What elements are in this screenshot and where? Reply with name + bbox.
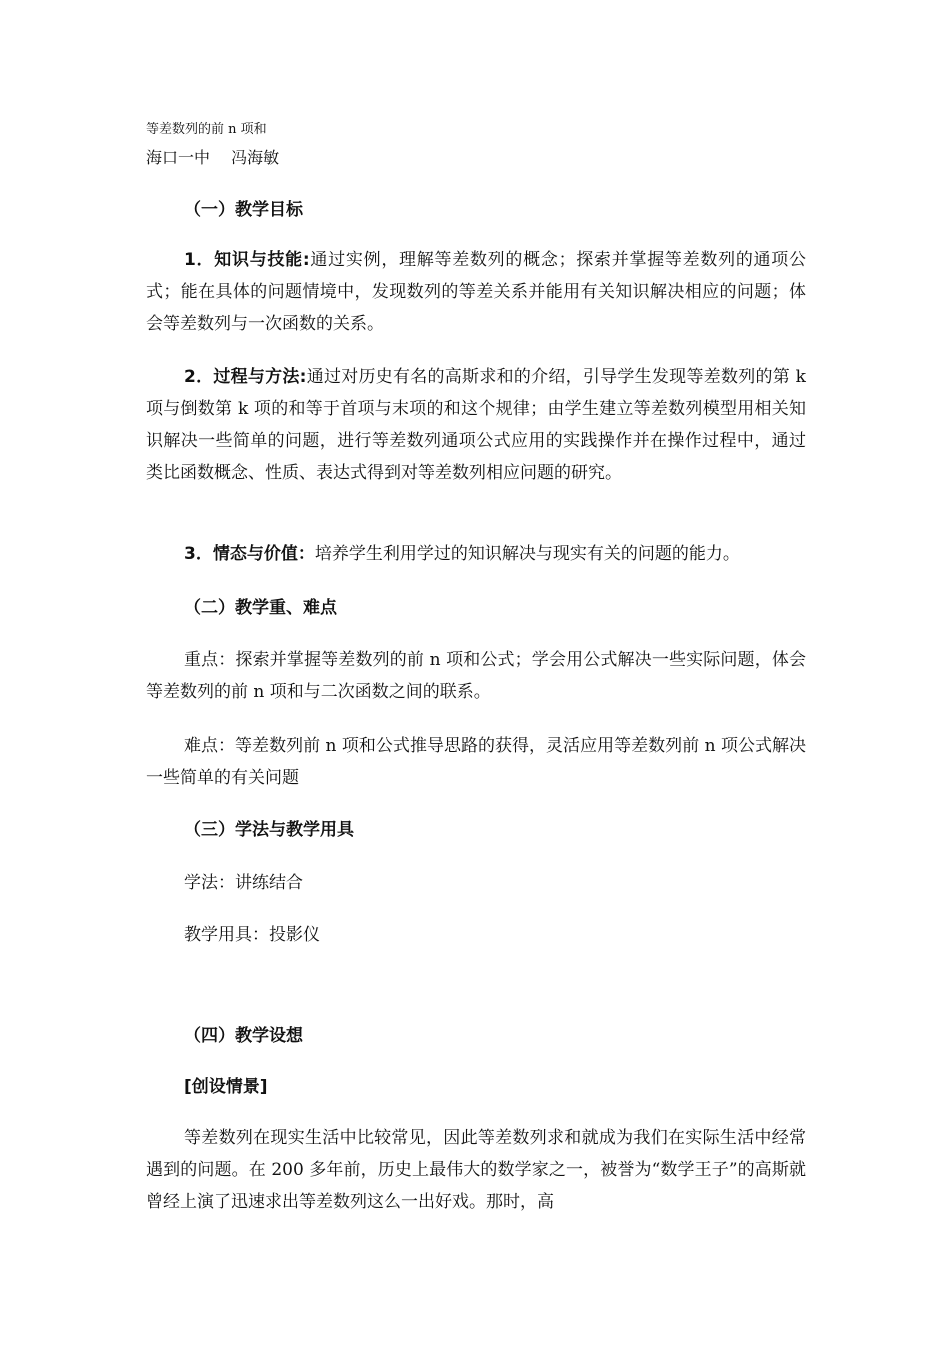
objective-process-paragraph	[146, 361, 806, 489]
objective-knowledge-label: 1．知识与技能:	[184, 250, 310, 270]
section-heading-objectives: （一）教学目标	[184, 200, 303, 220]
scenario-paragraph: 等差数列在现实生活中比较常见，因此等差数列求和就成为我们在实际生活中经常遇到的问题。在 200 多年前，历史上最伟大的数学家之一，被誉为“数学王子”的高斯就曾经上演了迅速求出等差数列这么一出好戏。那时，高	[146, 1128, 806, 1212]
objective-knowledge-text: 通过实例，理解等差数列的概念；探索并掌握等差数列的通项公式；能在具体的问题情境中，发现数列的等差关系并能用有关知识解决相应的问题；体会等差数列与一次函数的关系。	[146, 250, 806, 334]
section-heading-key-points: （二）教学重、难点	[184, 598, 337, 618]
objective-knowledge-paragraph	[146, 244, 806, 340]
objective-process-text: 通过对历史有名的高斯求和的介绍，引导学生发现等差数列的第 k 项与倒数第 k 项的和等于首项与末项的和这个规律；由学生建立等差数列模型用相关知识解决一些简单的问题，进行等差数列通项公式应用的实践操作并在操作过程中，通过类比函数概念、性质、表达式得到对等差数列相应问题的研究。	[146, 367, 806, 483]
teaching-tools: 教学用具：投影仪	[184, 925, 320, 945]
key-point-paragraph: 重点：探索并掌握等差数列的前 n 项和公式；学会用公式解决一些实际问题，体会等差数列的前 n 项和与二次函数之间的联系。	[146, 650, 806, 702]
section-heading-design: （四）教学设想	[184, 1026, 303, 1046]
objective-process-label: 2．过程与方法:	[184, 367, 307, 387]
section-heading-methods-tools: （三）学法与教学用具	[184, 820, 354, 840]
document-title: 等差数列的前 n 项和	[146, 122, 267, 137]
learning-method: 学法：讲练结合	[184, 873, 303, 893]
objective-values-label: 3．情态与价值：	[184, 544, 315, 564]
author-line: 海口一中 冯海敏	[146, 148, 280, 167]
subheading-scenario: [创设情景]	[184, 1077, 268, 1097]
objective-values-text: 培养学生利用学过的知识解决与现实有关的问题的能力。	[314, 544, 740, 564]
difficulty-paragraph: 难点：等差数列前 n 项和公式推导思路的获得，灵活应用等差数列前 n 项公式解决一些简单的有关问题	[146, 736, 806, 788]
objective-values-paragraph	[146, 538, 806, 570]
